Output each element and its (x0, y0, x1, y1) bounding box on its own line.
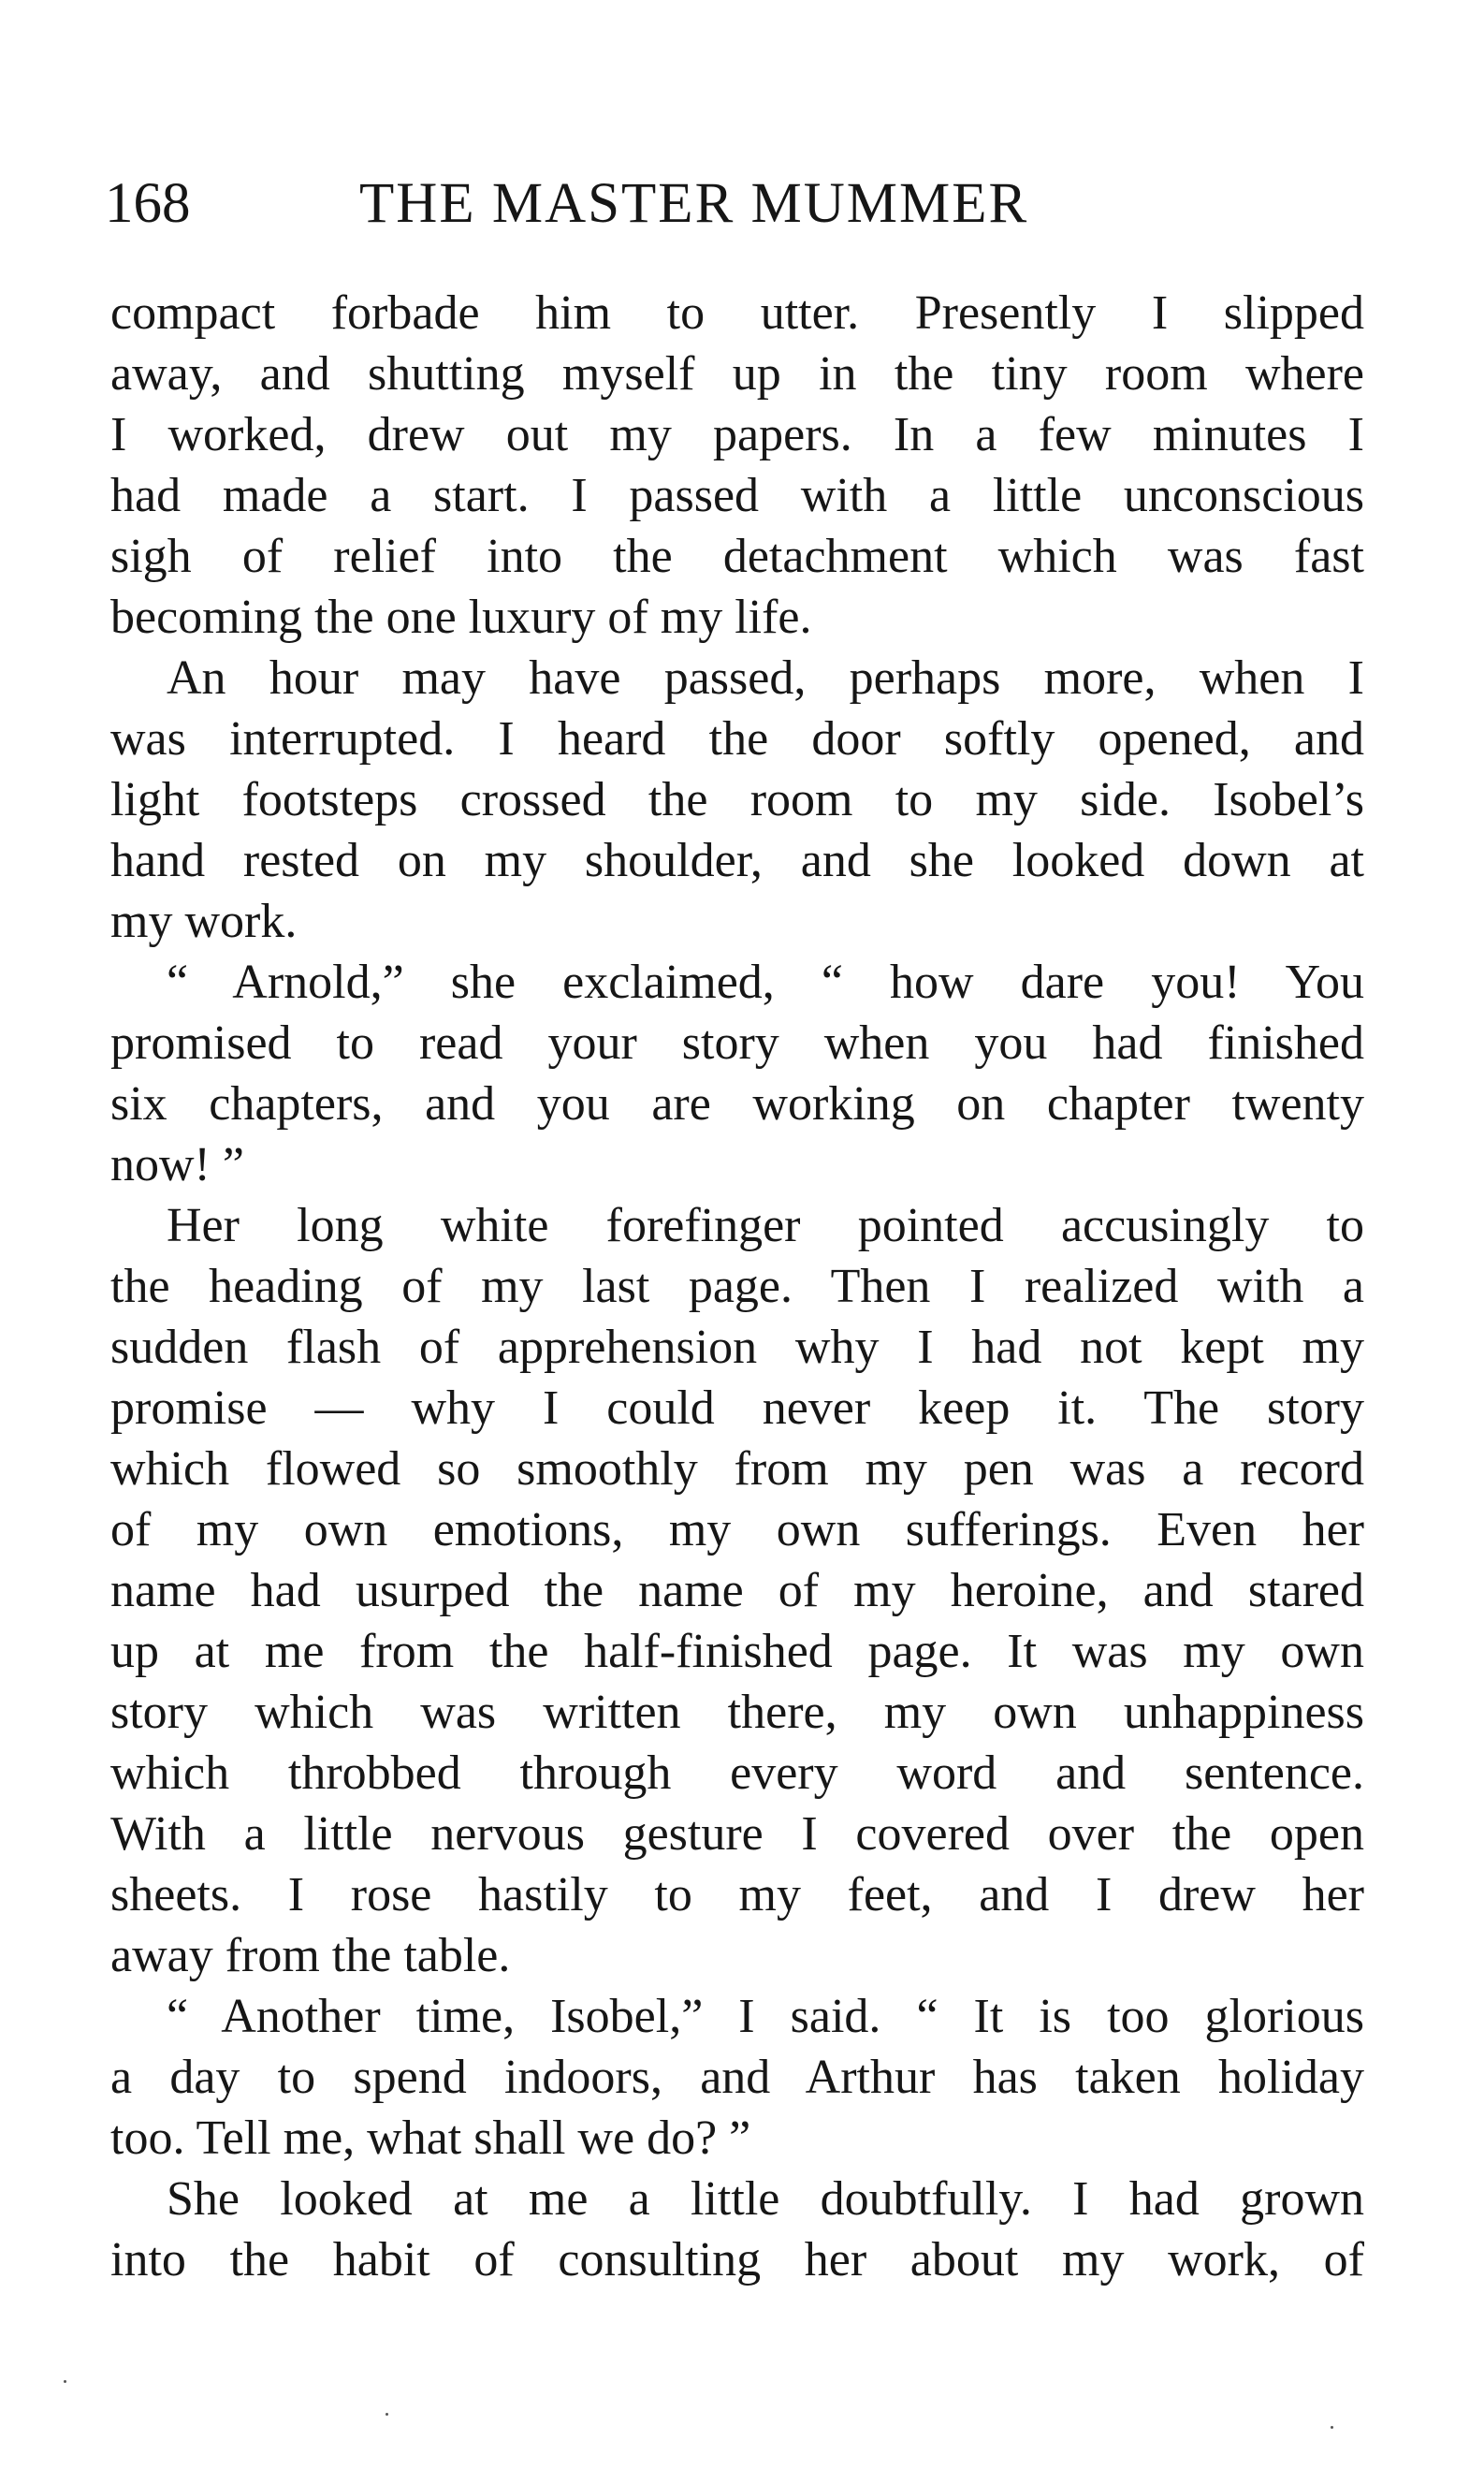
body-text (110, 283, 1364, 2290)
text-line: away from the table. (110, 1929, 511, 1982)
text-line: now! ” (110, 1138, 244, 1191)
text-line: sudden flash of apprehension why I had not kept my (110, 1321, 1364, 1374)
text-line: compact forbade him to utter. Presently I slipped (110, 286, 1364, 340)
text-line: up at me from the half-finished page. It was my own (110, 1625, 1364, 1678)
text-line: the heading of my last page. Then I realized with a (110, 1260, 1364, 1313)
text-line: promised to read your story when you had finished (110, 1016, 1364, 1070)
text-line: of my own emotions, my own sufferings. Even her (110, 1503, 1364, 1556)
text-line: An hour may have passed, perhaps more, when I (167, 651, 1364, 705)
text-line: story which was written there, my own unhappiness (110, 1686, 1364, 1739)
text-line: too. Tell me, what shall we do? ” (110, 2111, 751, 2165)
paper-speck (64, 2380, 66, 2383)
paper-speck (1331, 2426, 1333, 2429)
text-line: With a little nervous gesture I covered over the open (110, 1807, 1364, 1861)
text-line: into the habit of consulting her about my work, of (110, 2233, 1364, 2286)
text-line: sheets. I rose hastily to my feet, and I drew her (110, 1868, 1364, 1921)
text-line: “ Arnold,” she exclaimed, “ how dare you! You (167, 956, 1364, 1009)
paper-speck (386, 2413, 388, 2416)
text-line: a day to spend indoors, and Arthur has taken holiday (110, 2051, 1364, 2104)
text-line: which throbbed through every word and sentence. (110, 1746, 1364, 1800)
text-line: which flowed so smoothly from my pen was a record (110, 1442, 1364, 1496)
text-line: sigh of relief into the detachment which was fast (110, 530, 1364, 583)
text-line: was interrupted. I heard the door softly opened, and (110, 712, 1364, 766)
text-line: light footsteps crossed the room to my side. Isobel’s (110, 773, 1364, 826)
text-line: promise — why I could never keep it. The story (110, 1381, 1364, 1435)
text-line: I worked, drew out my papers. In a few minutes I (110, 408, 1364, 461)
page-number: 168 (105, 172, 191, 235)
running-header (105, 167, 1368, 241)
text-line: had made a start. I passed with a little unconscious (110, 469, 1364, 522)
text-line: name had usurped the name of my heroine, and stared (110, 1564, 1364, 1617)
text-line: six chapters, and you are working on chapter twenty (110, 1077, 1364, 1131)
text-line: “ Another time, Isobel,” I said. “ It is too glorious (167, 1990, 1364, 2043)
text-line: away, and shutting myself up in the tiny room where (110, 347, 1364, 401)
text-line: Her long white forefinger pointed accusingly to (167, 1199, 1364, 1252)
text-line: my work. (110, 895, 298, 948)
text-line: She looked at me a little doubtfully. I had grown (167, 2172, 1364, 2226)
running-title: THE MASTER MUMMER (359, 172, 1029, 235)
text-line: becoming the one luxury of my life. (110, 591, 812, 644)
text-line: hand rested on my shoulder, and she looked down at (110, 834, 1364, 887)
